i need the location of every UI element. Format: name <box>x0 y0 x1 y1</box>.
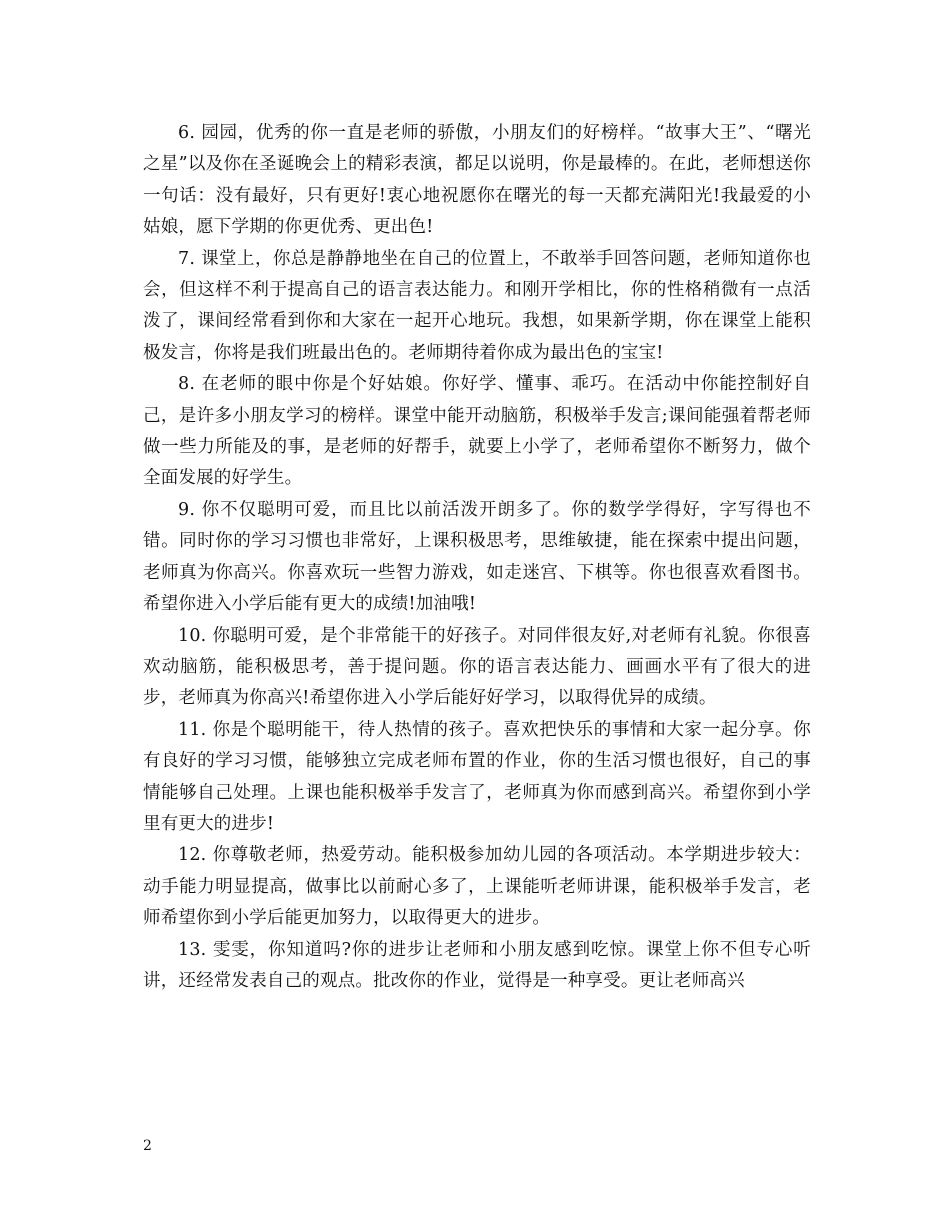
paragraph-9: 9. 你不仅聪明可爱，而且比以前活泼开朗多了。你的数学学得好，字写得也不错。同时你的学习习惯也非常好，上课积极思考，思维敏捷，能在探索中提出问题，老师真为你高兴。你喜欢玩一些智力游戏，如走迷宫、下棋等。你也很喜欢看图书。希望你进入小学后能有更大的成绩!加油哦! <box>143 499 811 615</box>
document-body <box>143 118 811 997</box>
paragraph-8: 8. 在老师的眼中你是个好姑娘。你好学、懂事、乖巧。在活动中你能控制好自己，是许多小朋友学习的榜样。课堂中能开动脑筋，积极举手发言;课间能强着帮老师做一些力所能及的事，是老师的好帮手，就要上小学了，老师希望你不断努力，做个全面发展的好学生。 <box>143 374 811 489</box>
paragraph-13: 13. 雯雯，你知道吗?你的进步让老师和小朋友感到吃惊。课堂上你不但专心听讲，还经常发表自己的观点。批改你的作业，觉得是一种享受。更让老师高兴 <box>143 939 811 991</box>
paragraph-7: 7. 课堂上，你总是静静地坐在自己的位置上，不敢举手回答问题，老师知道你也会，但这样不利于提高自己的语言表达能力。和刚开学相比，你的性格稍微有一点活泼了，课间经常看到你和大家在一起开心地玩。我想，如果新学期，你在课堂上能积极发言，你将是我们班最出色的。老师期待着你成为最出色的宝宝! <box>143 248 811 363</box>
paragraph-11: 11. 你是个聪明能干，待人热情的孩子。喜欢把快乐的事情和大家一起分享。你有良好的学习习惯，能够独立完成老师布置的作业，你的生活习惯也很好，自己的事情能够自己处理。上课也能积极举手发言了，老师真为你而感到高兴。希望你到小学里有更大的进步! <box>143 719 811 834</box>
paragraph-6: 6. 园园，优秀的你一直是老师的骄傲，小朋友们的好榜样。“故事大王”、“曙光之星”以及你在圣诞晚会上的精彩表演，都足以说明，你是最棒的。在此，老师想送你一句话：没有最好，只有更好!衷心地祝愿你在曙光的每一天都充满阳光!我最爱的小姑娘，愿下学期的你更优秀、更出色! <box>143 123 811 238</box>
paragraph-12: 12. 你尊敬老师，热爱劳动。能积极参加幼儿园的各项活动。本学期进步较大：动手能力明显提高，做事比以前耐心多了，上课能听老师讲课，能积极举手发言，老师希望你到小学后能更加努力，以取得更大的进步。 <box>143 845 811 929</box>
page-number: 2 <box>143 1138 152 1154</box>
paragraph-10: 10. 你聪明可爱，是个非常能干的好孩子。对同伴很友好,对老师有礼貌。你很喜欢动脑筋，能积极思考，善于提问题。你的语言表达能力、画画水平有了很大的进步，老师真为你高兴!希望你进入小学后能好好学习，以取得优异的成绩。 <box>143 625 811 709</box>
